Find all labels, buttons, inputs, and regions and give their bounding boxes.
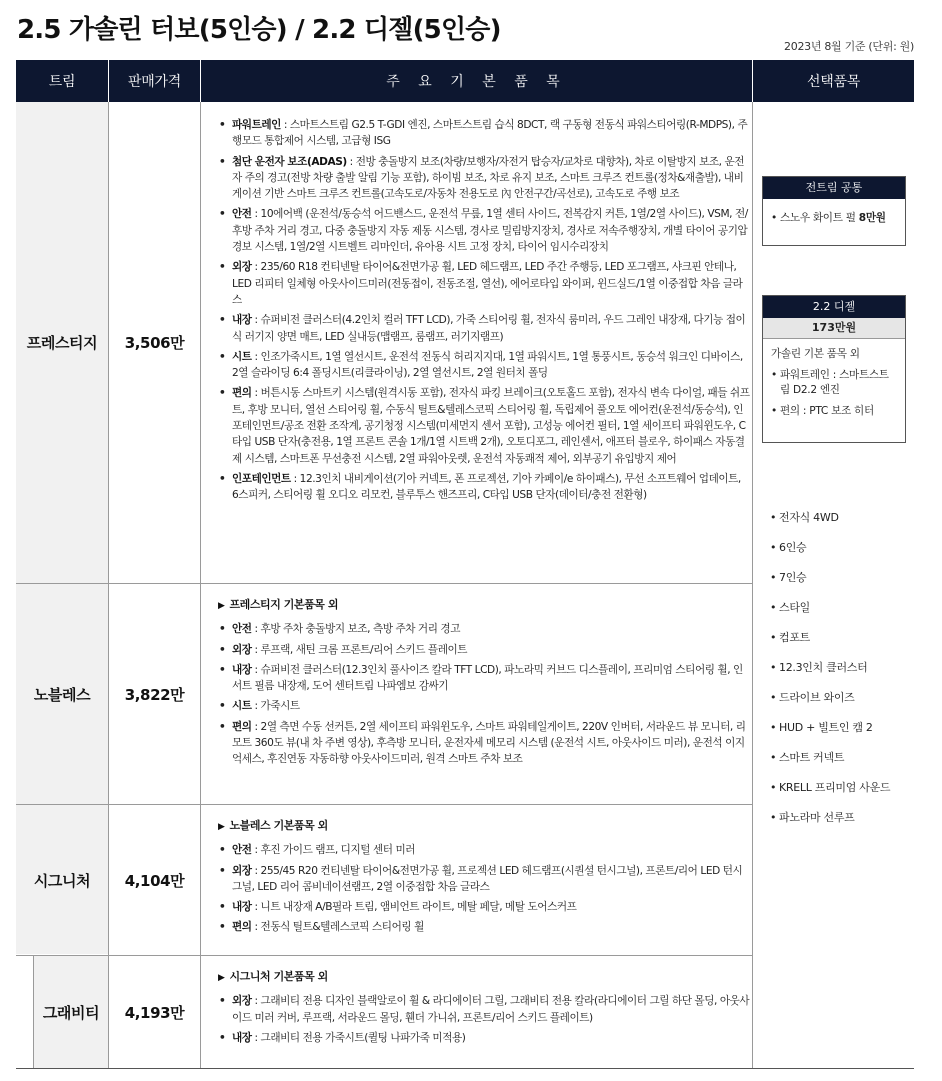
common-option-title: 전트림 공통: [763, 177, 905, 199]
list-item: • 인포테인먼트 : 12.3인치 내비게이션(기아 커넥트, 폰 프로젝션, 기아 카페이/e 하이패스), 무선 소프트웨어 업데이트, 6스피커, 스티어링 휠 오디오 리모컨, 블루투스 핸즈프리, C타입 USB 단자(데이터/충전 전환형): [218, 471, 750, 504]
header-price: 판매가격: [109, 60, 200, 102]
list-item: • 편의 : 전동식 틸트&텔레스코픽 스티어링 휠: [218, 919, 750, 935]
list-item: • 안전 : 후방 주차 충돌방지 보조, 측방 주차 거리 경고: [218, 621, 750, 637]
list-item: • 안전 : 후진 가이드 램프, 디지털 센터 미러: [218, 842, 750, 858]
list-item: • 내장 : 슈퍼비전 클러스터(4.2인치 컬러 TFT LCD), 가죽 스티어링 휠, 전자식 룸미러, 우드 그레인 내장재, 다기능 접이식 러기지 양면 매트, LED 실내등(맵램프, 룸램프, 러기지램프): [218, 312, 750, 345]
page-title: 2.5 가솔린 터보(5인승) / 2.2 디젤(5인승): [17, 15, 501, 45]
option-item: • 컴포트: [770, 630, 890, 660]
price-gravity: 4,193만: [124, 1003, 185, 1022]
list-item: • 안전 : 10에어백 (운전석/동승석 어드밴스드, 운전석 무릎, 1열 센터 사이드, 전복감지 커튼, 1열/2열 사이드), VSM, 전/후방 주차 거리 경고, 다중 충돌방지 자동 제동 시스템, 경사로 밀림방지장치, 경사로 저속주행장치, 개별 타이어 공기압 경보 시스템, 1열/2열 시트벨트 리마인더, 유아용 시트 고정 장치, 타이어 임시수리장치: [218, 206, 750, 255]
price-basis-note: 2023년 8월 기준 (단위: 원): [784, 40, 914, 53]
list-item: • 편의 : PTC 보조 히터: [771, 404, 897, 419]
list-item: • 편의 : 2열 측면 수동 선커튼, 2열 세이프티 파워윈도우, 스마트 파워테일게이트, 220V 인버터, 서라운드 뷰 모니터, 리모트 360도 뷰(내 차 주변 영상), 후측방 모니터, 운전자세 메모리 시스템 (운전석 시트, 아웃사이드 미러), 운전석 이지 억세스, 후진연동 자동하향 아웃사이드미러, 원격 스마트 주차 보조: [218, 719, 750, 768]
col-divider: [752, 102, 753, 1068]
option-item: • 전자식 4WD: [770, 510, 890, 540]
list-item: • 외장 : 255/45 R20 컨티넨탈 타이어&전면가공 휠, 프로젝션 LED 헤드램프(시퀀셜 턴시그널), 프론트/리어 LED 턴시그널, LED 리어 콤비네이션램프, 2열 이중접합 차음 글라스: [218, 863, 750, 896]
list-item: • 편의 : 버튼시동 스마트키 시스템(원격시동 포함), 전자식 파킹 브레이크(오토홀드 포함), 전자식 변속 다이얼, 패들 쉬프트, 후방 모니터, 열선 스티어링 휠, 수동식 틸트&텔레스코픽 스티어링 휠, 독립제어 풀오토 에어컨(운전석/동승석), 인포테인먼트/공조 전환 조작계, 공기청정 시스템(미세먼지 센서 포함), 고성능 에어컨 필터, 1열 세이프티 파워윈도우, C타입 USB 단자(충전용, 1열 프론트 콘솔 1개/1열 시트백 2개), 오토디포그, 레인센서, 애프터 블로우, 하이패스 자동결제 시스템, 스마트폰 무선충전 시스템, 2열 파워아웃렛, 운전석 자동쾌적 제어, 외부공기 유입방지 제어: [218, 385, 750, 466]
col-divider: [200, 102, 201, 1068]
trim-signature: 시그니처: [33, 871, 91, 890]
price-prestige: 3,506만: [124, 334, 185, 352]
base-items-note: ▶ 프레스티지 기본품목 외: [218, 597, 750, 614]
list-item: • 시트 : 가죽시트: [218, 698, 750, 714]
list-item: • 외장 : 235/60 R18 컨티넨탈 타이어&전면가공 휠, LED 헤드램프, LED 주간 주행등, LED 포그램프, 샤크핀 안테나, LED 리피터 일체형 아웃사이드미러(전동접이, 전동조절, 열선), 에어로타입 와이퍼, 윈드실드/1열 이중접합 차음 글라스: [218, 259, 750, 308]
triangle-icon: ▶: [218, 822, 225, 832]
noblesse-items: [218, 597, 750, 772]
header-trim: 트림: [16, 60, 108, 102]
header-main-items: 주 요 기 본 품 목: [201, 60, 752, 102]
option-item: • 스타일: [770, 600, 890, 630]
price-signature: 4,104만: [124, 871, 185, 890]
gravity-items: [218, 969, 750, 1050]
table-bottom-line: [16, 1068, 914, 1069]
diesel-option-box: [762, 295, 906, 443]
option-item: • 12.3인치 클러스터: [770, 660, 890, 690]
diesel-option-title: 2.2 디젤: [763, 296, 905, 318]
trim-gravity: 그래비티: [42, 1003, 100, 1022]
list-item: • 외장 : 그래비티 전용 디자인 블랙알로이 휠 & 라디에이터 그릴, 그래비티 전용 칼라(라디에이터 그릴 하단 몰딩, 아웃사이드 미러 커버, 루프랙, 서라운드 몰딩, 휀더 가니쉬, 프론트/리어 스키드 플레이트): [218, 993, 750, 1026]
list-item: • 외장 : 루프랙, 새틴 크롬 프론트/리어 스키드 플레이트: [218, 642, 750, 658]
option-item: • 드라이브 와이즈: [770, 690, 890, 720]
triangle-icon: ▶: [218, 601, 225, 611]
prestige-items: [218, 117, 750, 508]
list-item: • 시트 : 인조가죽시트, 1열 열선시트, 운전석 전동식 허리지지대, 1열 파워시트, 1열 통풍시트, 동승석 워크인 디바이스, 2열 슬라이딩 6:4 폴딩시트(리클라이닝), 2열 열선시트, 2열 원터치 폴딩: [218, 349, 750, 382]
option-item: • 6인승: [770, 540, 890, 570]
triangle-icon: ▶: [218, 973, 225, 983]
list-item: • 첨단 운전자 보조(ADAS) : 전방 충돌방지 보조(차량/보행자/자전거 탑승자/교차로 대향차), 차로 이탈방지 보조, 운전자 주의 경고(전방 차량 출발 알림 기능 포함), 하이빔 보조, 차로 유지 보조, 스마트 크루즈 컨트롤(정차&재출발), 내비게이션 기반 스마트 크루즈 컨트롤(고속도로/자동차 전용도로 內 안전구간/곡선로), 고속도로 주행 보조: [218, 154, 750, 203]
list-item: • 내장 : 니트 내장재 A/B필라 트림, 앰비언트 라이트, 메탈 페달, 메탈 도어스커프: [218, 899, 750, 915]
base-items-note: ▶ 시그니처 기본품목 외: [218, 969, 750, 986]
option-list: [770, 510, 890, 840]
option-item: • 7인승: [770, 570, 890, 600]
list-item: • 파워트레인 : 스마트스트림 D2.2 엔진: [771, 368, 897, 398]
base-items-note: ▶ 노블레스 기본품목 외: [218, 818, 750, 835]
diesel-option-price: 173만원: [763, 318, 905, 339]
price-noblesse: 3,822만: [124, 685, 185, 704]
list-item: • 내장 : 그래비티 전용 가죽시트(퀼팅 나파가죽 미적용): [218, 1030, 750, 1046]
snow-white-pearl-option: • 스노우 화이트 펄 8만원: [771, 211, 897, 226]
header-options: 선택품목: [753, 60, 914, 102]
option-item: • KRELL 프리미엄 사운드: [770, 780, 890, 810]
signature-items: [218, 818, 750, 940]
option-item: • 스마트 커넥트: [770, 750, 890, 780]
list-item: • 파워트레인 : 스마트스트림 G2.5 T-GDI 엔진, 스마트스트림 습식 8DCT, 랙 구동형 전동식 파워스티어링(R-MDPS), 주행모드 통합제어 시스템, 고급형 ISG: [218, 117, 750, 150]
option-item: • HUD + 빌트인 캠 2: [770, 720, 890, 750]
list-item: • 내장 : 슈퍼비전 클러스터(12.3인치 풀사이즈 칼라 TFT LCD), 파노라믹 커브드 디스플레이, 프리미엄 스티어링 휠, 인서트 필름 내장재, 도어 센터트림 나파엠보 감싸기: [218, 662, 750, 695]
common-option-box: [762, 176, 906, 246]
diesel-intro: 가솔린 기본 품목 외: [771, 348, 860, 360]
trim-noblesse: 노블레스: [33, 685, 91, 704]
trim-prestige: 프레스티지: [26, 334, 98, 352]
option-item: • 파노라마 선루프: [770, 810, 890, 840]
